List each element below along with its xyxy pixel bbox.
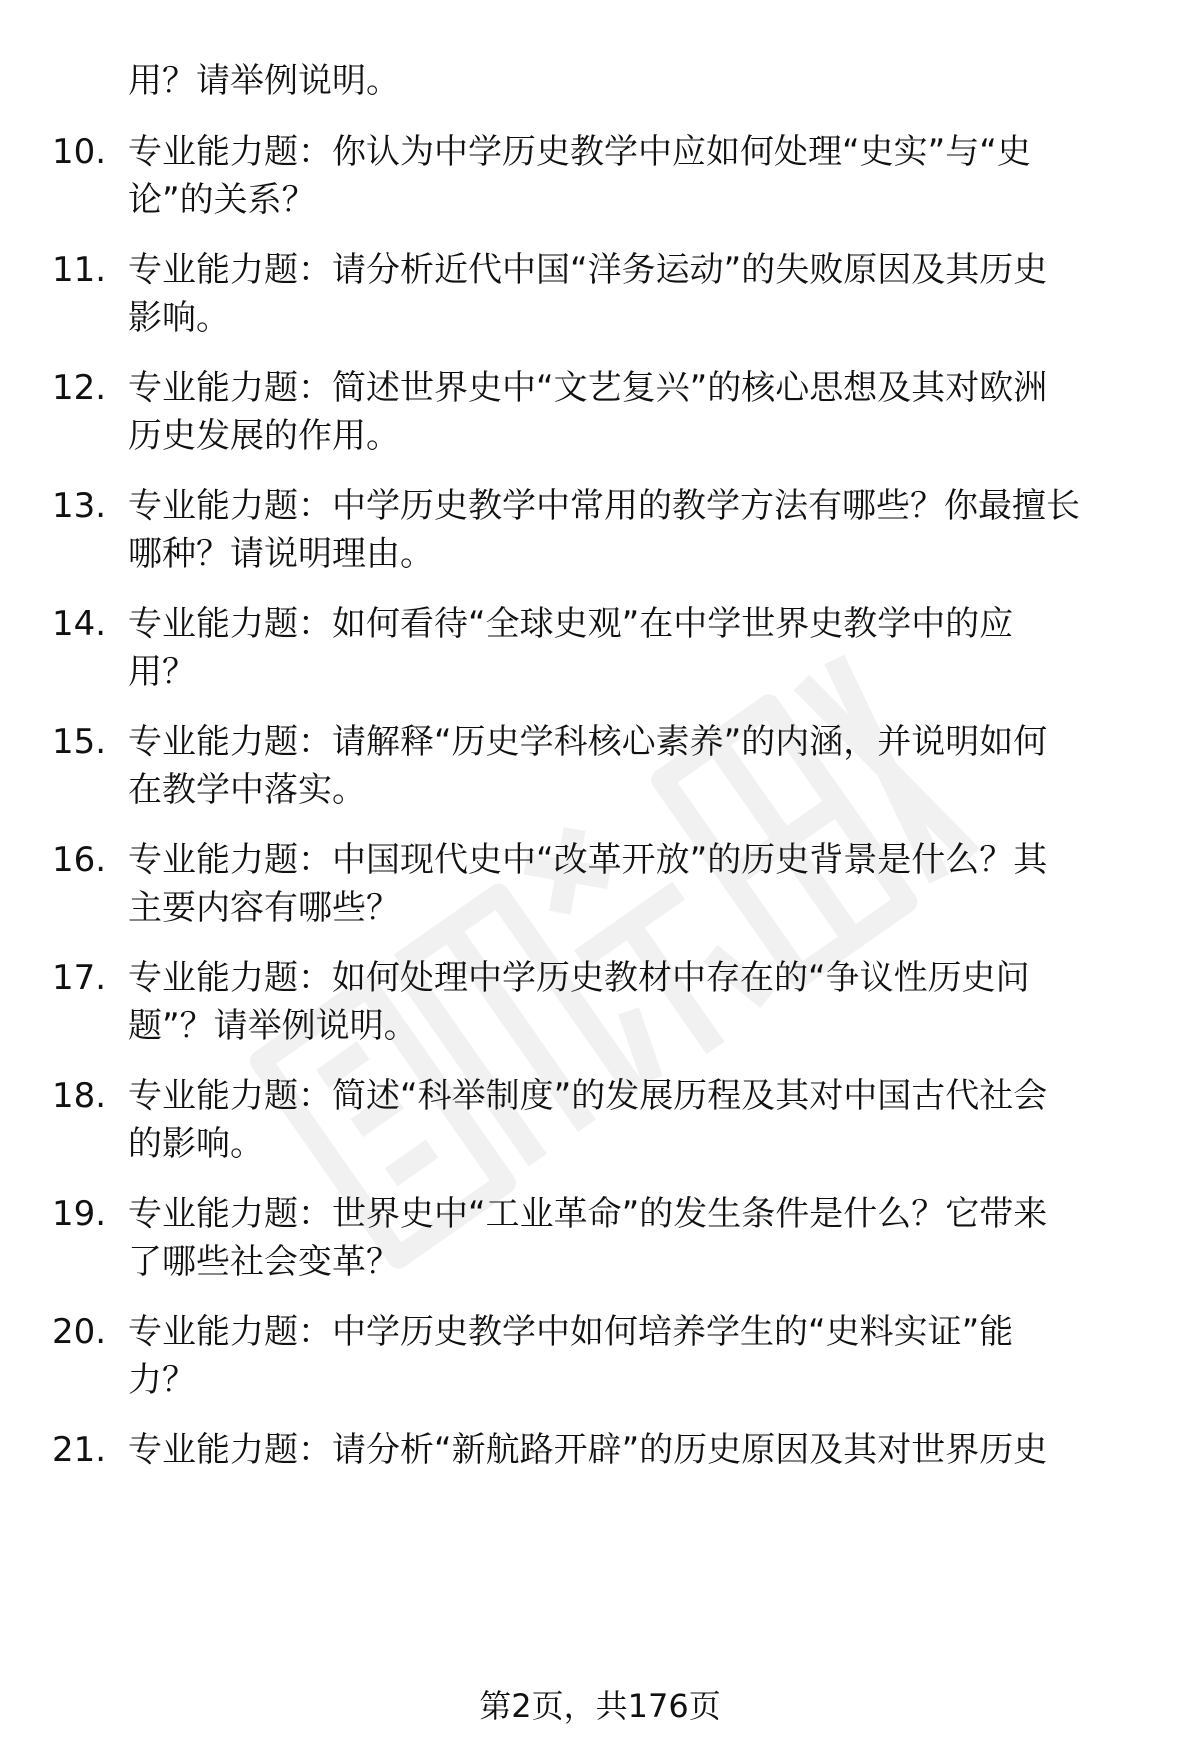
- question-number: 11.: [52, 250, 107, 290]
- question-text: [128, 128, 1148, 224]
- question-line: 力？: [128, 1360, 196, 1400]
- question-line: 哪种？请说明理由。: [128, 534, 434, 574]
- question-line: 了哪些社会变革？: [128, 1242, 400, 1282]
- question-line: 的影响。: [128, 1124, 264, 1164]
- continuation-text: 用？请举例说明。: [128, 61, 400, 101]
- question-line: 专业能力题：你认为中学历史教学中应如何处理“史实”与“史: [128, 132, 1031, 172]
- question-text: [128, 954, 1148, 1050]
- question-number: 20.: [52, 1312, 107, 1352]
- question-number: 12.: [52, 368, 107, 408]
- question-text: [128, 246, 1148, 342]
- question-line: 用？: [128, 652, 196, 692]
- question-line: 专业能力题：请解释“历史学科核心素养”的内涵，并说明如何: [128, 722, 1048, 762]
- question-line: 专业能力题：中学历史教学中常用的教学方法有哪些？你最擅长: [128, 486, 1080, 526]
- question-text: [128, 836, 1148, 932]
- question-line: 专业能力题：世界史中“工业革命”的发生条件是什么？它带来: [128, 1194, 1048, 1234]
- question-line: 影响。: [128, 298, 230, 338]
- question-line: 主要内容有哪些？: [128, 888, 400, 928]
- question-line: 专业能力题：如何处理中学历史教材中存在的“争议性历史问: [128, 958, 1030, 998]
- question-number: 16.: [52, 840, 107, 880]
- question-text: [128, 364, 1148, 460]
- question-text: [128, 482, 1148, 578]
- question-number: 10.: [52, 132, 107, 172]
- question-text: [128, 1072, 1148, 1168]
- page-footer: 第2页，共176页: [479, 1687, 721, 1725]
- question-line: 专业能力题：请分析“新航路开辟”的历史原因及其对世界历史: [128, 1430, 1048, 1470]
- question-number: 15.: [52, 722, 107, 762]
- question-line: 专业能力题：简述世界史中“文艺复兴”的核心思想及其对欧洲: [128, 368, 1048, 408]
- question-number: 18.: [52, 1076, 107, 1116]
- question-text: [128, 600, 1148, 696]
- question-line: 在教学中落实。: [128, 770, 366, 810]
- question-text: [128, 718, 1148, 814]
- question-text: [128, 1426, 1148, 1474]
- question-line: 专业能力题：简述“科举制度”的发展历程及其对中国古代社会: [128, 1076, 1048, 1116]
- question-line: 题”？请举例说明。: [128, 1006, 418, 1046]
- question-number: 19.: [52, 1194, 107, 1234]
- question-line: 历史发展的作用。: [128, 416, 400, 456]
- question-number: 17.: [52, 958, 107, 998]
- question-line: 专业能力题：中学历史教学中如何培养学生的“史料实证”能: [128, 1312, 1014, 1352]
- question-number: 13.: [52, 486, 107, 526]
- question-number: 21.: [52, 1430, 107, 1470]
- question-line: 专业能力题：中国现代史中“改革开放”的历史背景是什么？其: [128, 840, 1048, 880]
- question-text: [128, 1190, 1148, 1286]
- question-line: 专业能力题：如何看待“全球史观”在中学世界史教学中的应: [128, 604, 1014, 644]
- question-line: 专业能力题：请分析近代中国“洋务运动”的失败原因及其历史: [128, 250, 1048, 290]
- question-line: 论”的关系？: [128, 180, 316, 220]
- question-number: 14.: [52, 604, 107, 644]
- question-text: [128, 1308, 1148, 1404]
